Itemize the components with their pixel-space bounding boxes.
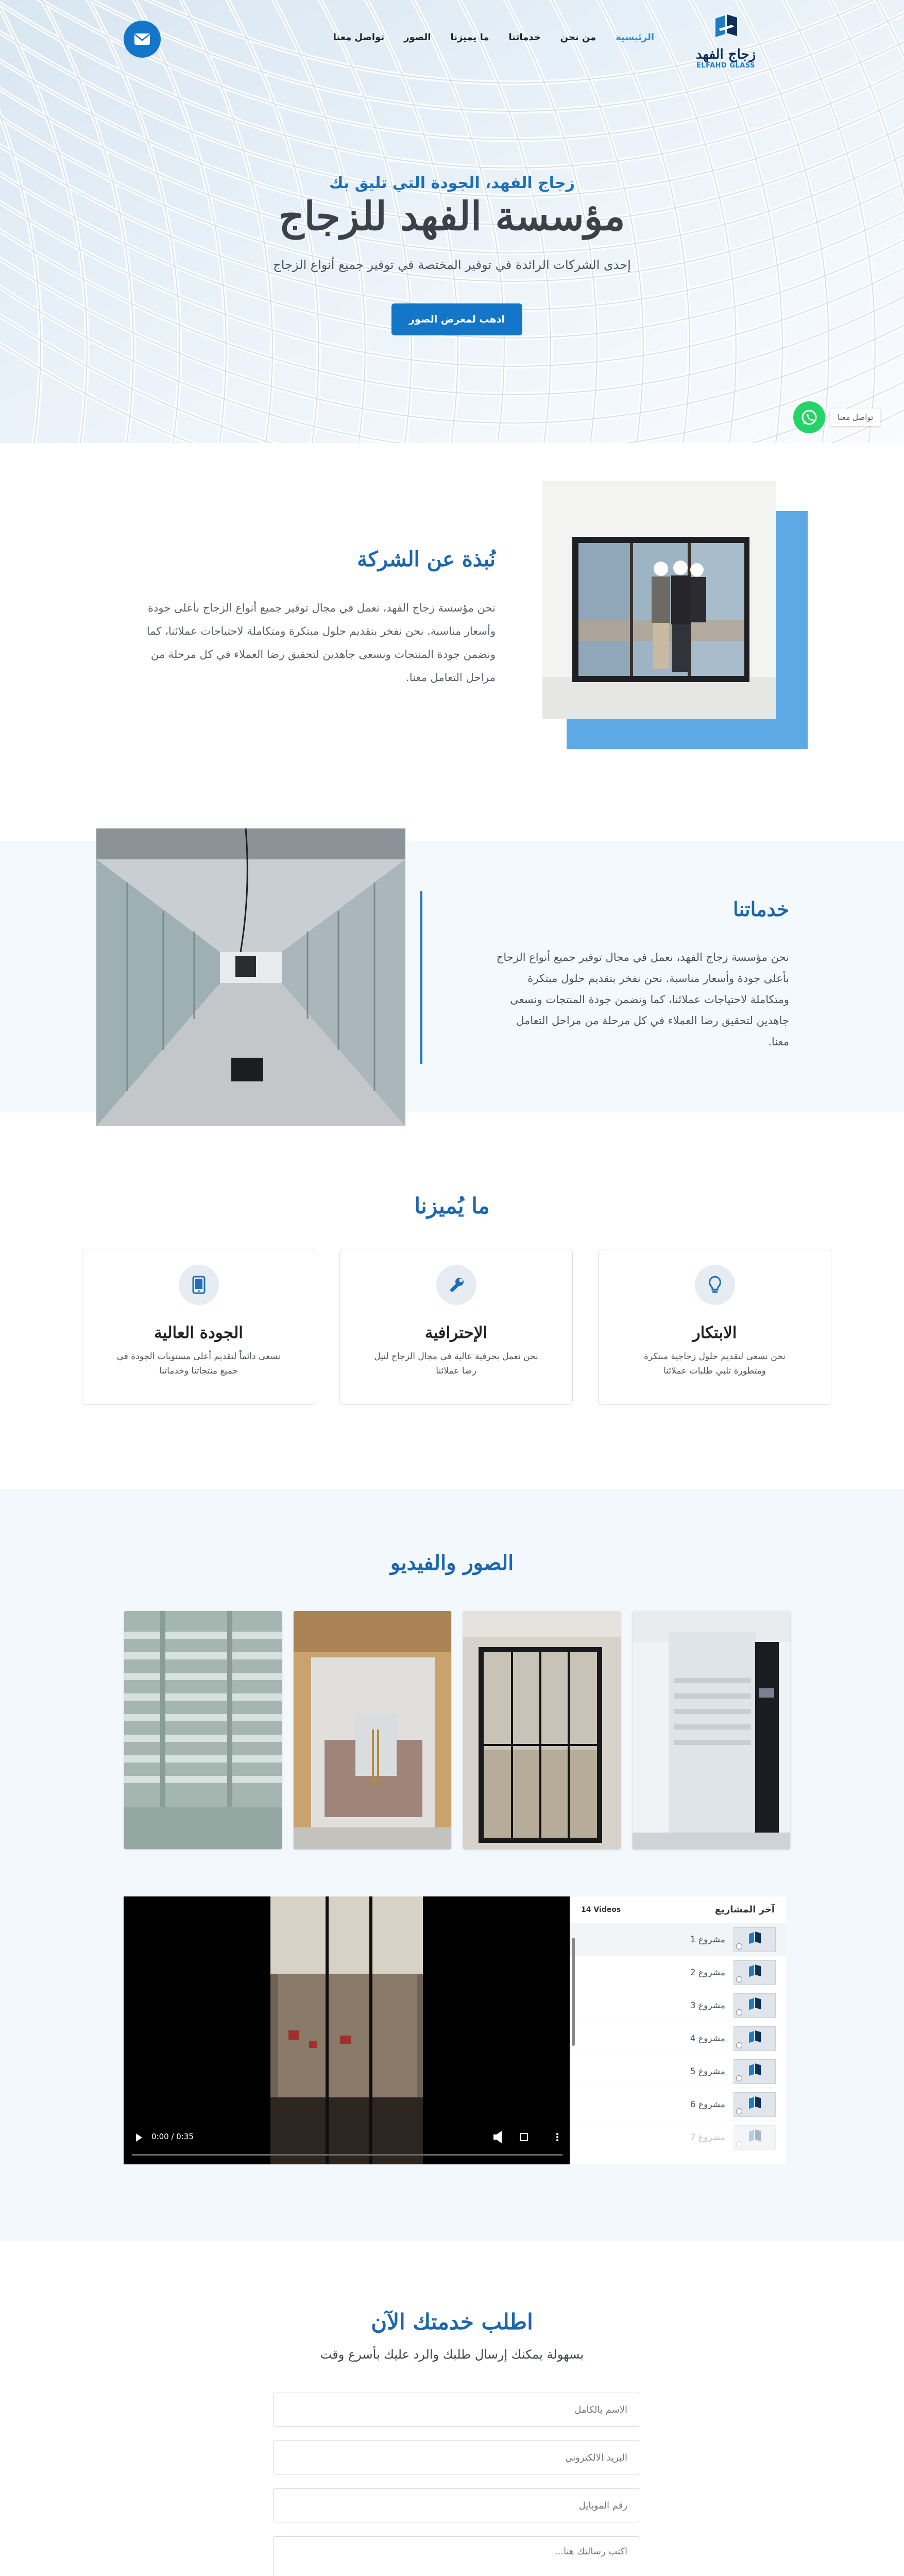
playlist-header [570, 1896, 786, 1923]
menu-item-features[interactable]: ما يميزنا [450, 32, 489, 43]
playlist-thumbnail [734, 1927, 776, 1952]
playlist-item[interactable] [570, 1956, 786, 1989]
playlist-thumbnail [734, 1993, 776, 2018]
logo-arabic-text: زجاج الفهد [695, 47, 756, 62]
playlist-thumbnail [734, 2125, 776, 2150]
playlist-item-label: مشروع 7 [690, 2132, 725, 2143]
playlist-item[interactable] [570, 1989, 786, 2022]
gallery-photo[interactable] [294, 1611, 451, 1849]
playlist-count: 14 Videos [581, 1905, 621, 1914]
feature-text: نحن نعمل بحرفية عالية في مجال الزجاج لنيل رضا عملائنا [374, 1351, 538, 1376]
playlist-thumbnail [734, 2059, 776, 2084]
mail-button[interactable] [124, 21, 161, 58]
about-body: نحن مؤسسة زجاج الفهد، نعمل في مجال توفير جميع أنواع الزجاج بأعلى جودة وأسعار مناسبة. نحن نفخر بتقديم حلول مبتكرة ومتكاملة لاحتياجات عملائنا، كما ونضمن جودة المنتجات ونسعى جاهدين لتحقيق رضا العملاء في كل مرحلة من مراحل التعامل معنا. [146, 602, 496, 684]
wrench-icon [436, 1265, 476, 1305]
feature-text: نسعى دائماً لتقديم أعلى مستويات الجودة في جميع منتجاتنا وخدماتنا [116, 1351, 281, 1376]
playlist-item[interactable] [570, 1923, 786, 1956]
playlist-item-label: مشروع 5 [690, 2066, 725, 2077]
playlist-item-label: مشروع 6 [690, 2099, 725, 2110]
feature-title: الابتكار [692, 1324, 737, 1342]
name-input[interactable] [273, 2393, 640, 2427]
gallery-title: الصور والفيديو [390, 1551, 514, 1575]
gallery-cta-button[interactable]: اذهب لمعرض الصور [391, 303, 522, 335]
logo-mark-icon [711, 13, 740, 45]
lightbulb-icon [695, 1265, 735, 1305]
playlist-thumbnail [734, 2026, 776, 2051]
gallery-photo[interactable] [463, 1611, 621, 1849]
whatsapp-label[interactable]: تواصل معنا [830, 409, 880, 426]
tablet-icon [179, 1265, 219, 1305]
header-logo[interactable] [693, 13, 759, 70]
video-player[interactable] [124, 1896, 570, 2164]
feature-title: الإحترافية [424, 1324, 488, 1342]
play-icon [736, 2108, 742, 2114]
top-navigation [0, 0, 904, 82]
playlist-item-label: مشروع 3 [690, 2000, 725, 2011]
play-icon [736, 2075, 742, 2081]
play-icon [736, 2042, 742, 2048]
menu-item-home[interactable]: الرئيسية [616, 32, 654, 43]
main-menu [333, 32, 654, 43]
whatsapp-widget[interactable] [793, 403, 880, 432]
whatsapp-icon [800, 408, 818, 427]
envelope-icon [134, 33, 150, 45]
logo-english-text: ELFAHD GLASS [696, 62, 755, 70]
play-icon [736, 2009, 742, 2015]
hero-subtitle: زجاج الفهد، الجودة التي تليق بك [329, 174, 575, 192]
about-title: نُبذة عن الشركة [357, 547, 496, 571]
playlist-thumbnail [734, 1960, 776, 1985]
contact-title: اطلب خدمتك الآن [371, 2309, 533, 2334]
menu-item-contact[interactable]: تواصل معنا [333, 32, 385, 43]
playlist-title: آخر المشاريع [714, 1904, 775, 1915]
about-photo [542, 481, 776, 719]
play-icon [736, 1976, 742, 1982]
playlist-item[interactable] [570, 2055, 786, 2088]
feature-text: نحن نسعى لتقديم حلول زجاجية مبتكرة ومتطورة تلبي طلبات عملائنا [644, 1351, 786, 1376]
playlist-item-label: مشروع 1 [690, 1934, 725, 1945]
hero-description: إحدى الشركات الرائدة في توفير المختصة في توفير جميع أنواع الزجاج [273, 258, 631, 272]
email-input[interactable] [273, 2441, 640, 2475]
video-time: 0:00 / 0:35 [151, 2132, 194, 2141]
features-title: ما يُميزنا [414, 1193, 490, 1218]
feature-card-quality [82, 1249, 315, 1405]
services-photo [96, 828, 405, 1126]
whatsapp-button[interactable] [793, 401, 825, 433]
feature-title: الجودة العالية [154, 1324, 243, 1342]
playlist-item[interactable] [570, 2022, 786, 2055]
playlist-item[interactable] [570, 2121, 786, 2154]
gallery-photo[interactable] [124, 1611, 282, 1849]
feature-card-professionalism [339, 1249, 573, 1405]
menu-item-services[interactable]: خدماتنا [508, 32, 541, 43]
message-input[interactable] [273, 2536, 640, 2576]
contact-subtitle: بسهولة يمكنك إرسال طلبك والرد عليك بأسرع وقت [320, 2347, 584, 2362]
playlist-scrollbar[interactable] [572, 1938, 575, 2046]
playlist-item-label: مشروع 4 [690, 2033, 725, 2044]
hero-title: مؤسسة الفهد للزجاج [279, 193, 625, 239]
video-playlist [570, 1896, 786, 2164]
gallery-photo[interactable] [633, 1611, 790, 1849]
services-title: خدماتنا [733, 897, 789, 921]
play-icon [736, 1943, 742, 1950]
phone-input[interactable] [273, 2488, 640, 2522]
feature-card-innovation [598, 1249, 831, 1405]
playlist-thumbnail [734, 2092, 776, 2117]
menu-item-gallery[interactable]: الصور [404, 32, 431, 43]
play-icon [736, 2141, 742, 2147]
menu-item-about[interactable]: من نحن [560, 32, 596, 43]
playlist-item-label: مشروع 2 [690, 1967, 725, 1978]
services-body: نحن مؤسسة زجاج الفهد، نعمل في مجال توفير جميع أنواع الزجاج بأعلى جودة وأسعار مناسبة. نحن نفخر بتقديم حلول مبتكرة ومتكاملة لاحتياجات عملائنا، كما ونضمن جودة المنتجات ونسعى جاهدين لتحقيق رضا العملاء في كل مرحلة من مراحل التعامل معنا. [496, 951, 789, 1048]
playlist-item[interactable] [570, 2088, 786, 2121]
